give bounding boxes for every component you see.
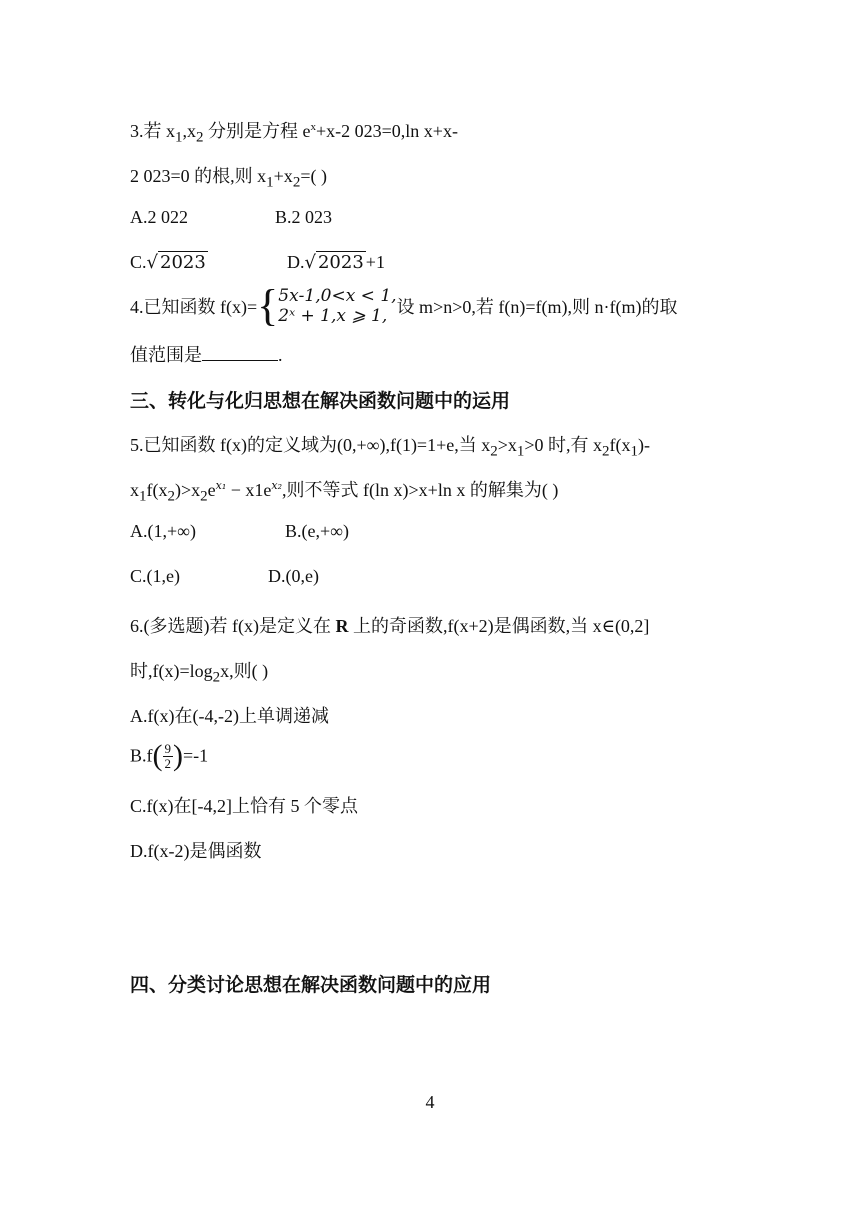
q4-line2: 值范围是 . <box>130 345 283 365</box>
q5-option-c: C.(1,e) <box>130 566 180 586</box>
q5-option-a: A.(1,+∞) <box>130 521 196 541</box>
left-brace: { <box>257 281 279 330</box>
q6-line2: 时$,f(x)=\log_2x$,则( ) <box>130 661 269 686</box>
page-number: 4 <box>425 1092 435 1112</box>
q3-line1: 3.若 $x_1,x_2$ 分别是方程 $e^x+x-2$ 023=0,ln x+x- <box>130 121 458 146</box>
q5-line1: 5.已知函数 f(x)的定义域为(0,+∞),f(1)=1+e,当 $x_2>x_1>0$ 时,有 $x_2f(x_1)-$ <box>130 435 651 460</box>
q3-option-a: A.2 022 <box>130 207 188 227</box>
answer-blank <box>202 346 278 361</box>
fraction: $\frac{9}{2}$ <box>164 740 171 771</box>
q6-option-b: B.f( $\frac{9}{2}$ )=-1 <box>130 739 209 772</box>
section-heading-4: 四、分类讨论思想在解决函数问题中的应用 <box>130 974 492 996</box>
q3-line2: 2 023=0 的根,则 $x_1+x_2=$( ) <box>130 166 327 191</box>
q5-option-d: D.(0,e) <box>268 566 319 586</box>
q6-option-d: D.f(x-2)是偶函数 <box>130 841 262 861</box>
q5-line2: $x_1f(x_2)>x_2e^{x_1} - x1e^{x_2}$,则不等式 f(ln x)>x+ln x 的解集为( ) <box>130 479 559 505</box>
q6-option-a: A.f(x)在(-4,-2)上单调递减 <box>130 706 329 726</box>
q6-option-c: C.f(x)在[-4,2]上恰有 5 个零点 <box>130 796 358 816</box>
piecewise-cases: 5𝑥-1,0<𝑥 < 1, 2ˣ + 1,x ⩾ 1, <box>278 286 397 326</box>
section-heading-3: 三、转化与化归思想在解决函数问题中的运用 <box>130 390 511 412</box>
q4-line1: 4.已知函数 f(x)={ 5𝑥-1,0<𝑥 < 1, 2ˣ + 1,x ⩾ 1, 设 m>n>0,若 f(n)=f(m),则 n·f(m)的取 <box>130 281 678 330</box>
q3-option-c: C.√ 2023 <box>130 252 206 273</box>
q3-option-d: D.√ 2023 +1 <box>287 252 385 273</box>
q3-option-b: B.2 023 <box>275 207 333 227</box>
q5-option-b: B.(e,+∞) <box>285 521 349 541</box>
q6-line1: 6.(多选题)若 f(x)是定义在 R 上的奇函数,f(x+2)是偶函数,当 x∈(0,2] <box>130 616 650 636</box>
